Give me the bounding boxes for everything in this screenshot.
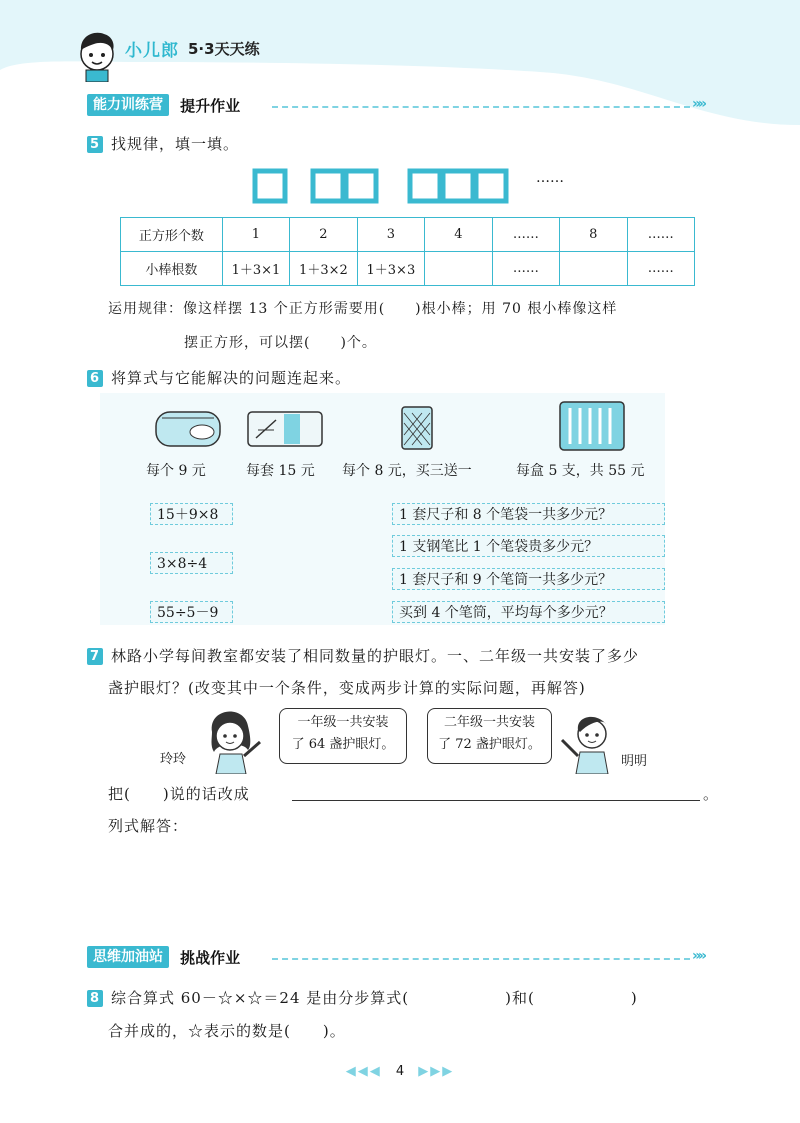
bubble-text: 一年级一共安装 [297, 715, 389, 730]
boy-name: 明明 [621, 754, 648, 769]
item-price: 每个 8 元，买三送一 [342, 463, 472, 479]
ruler-set-icon [244, 404, 326, 450]
change-answer-line[interactable] [292, 800, 700, 801]
table-cell: 1 [222, 218, 289, 252]
chevrons-icon: »» [692, 948, 705, 964]
section-divider [272, 106, 690, 108]
table-row [121, 252, 695, 286]
section-divider [272, 958, 690, 960]
next-arrows-icon: ▶▶▶ [418, 1064, 455, 1079]
page-footer [0, 1064, 800, 1079]
girl-name: 玲玲 [160, 752, 187, 767]
table-cell: 1＋3×1 [222, 252, 289, 286]
solve-label: 列式解答： [108, 817, 189, 835]
question-box[interactable]: 1 套尺子和 9 个笔筒一共多少元？ [392, 568, 665, 590]
table-cell: …… [627, 252, 694, 286]
section-tag: 能力训练营 [87, 94, 169, 116]
table-cell: 1＋3×3 [357, 252, 424, 286]
formula-box[interactable]: 3×8÷4 [150, 552, 233, 574]
section-tag: 思维加油站 [87, 946, 169, 968]
formula-box[interactable]: 55÷5－9 [150, 601, 233, 623]
item-price: 每套 15 元 [246, 463, 315, 479]
question-number: 6 [87, 370, 103, 387]
page-number: 4 [395, 1064, 405, 1079]
change-suffix: 。 [703, 785, 720, 803]
question-box[interactable]: 1 套尺子和 8 个笔袋一共多少元？ [392, 503, 665, 525]
question-box[interactable]: 1 支钢笔比 1 个笔袋贵多少元？ [392, 535, 665, 557]
item-price: 每盒 5 支，共 55 元 [516, 463, 645, 479]
section-title: 挑战作业 [180, 948, 241, 967]
solve-answer-area[interactable] [108, 845, 708, 935]
question-7 [87, 645, 639, 666]
pattern-ellipsis: …… [536, 170, 564, 186]
table-cell: 1＋3×2 [290, 252, 357, 286]
table-cell: 2 [290, 218, 357, 252]
table-cell: …… [492, 252, 559, 286]
question-6 [87, 367, 351, 388]
apply-rule-line2: 摆正方形，可以摆( )个。 [184, 335, 377, 351]
matchstick-squares-figure [245, 165, 535, 207]
apply-rule-line1: 运用规律：像这样摆 13 个正方形需要用( )根小棒；用 70 根小棒像这样 [108, 301, 618, 317]
table-cell: …… [627, 218, 694, 252]
question-box[interactable]: 买到 4 个笔筒，平均每个多少元？ [392, 601, 665, 623]
pattern-table [120, 217, 695, 286]
pen-holder-icon [396, 401, 438, 451]
answer-cell[interactable] [425, 252, 492, 286]
section-header-thinking [87, 946, 240, 976]
question-number: 5 [87, 136, 103, 153]
formula-box[interactable]: 15＋9×8 [150, 503, 233, 525]
table-cell: 4 [425, 218, 492, 252]
table-cell: 8 [560, 218, 627, 252]
boy-figure-icon [556, 702, 620, 774]
change-prefix: 把( )说的话改成 [108, 785, 250, 803]
chevrons-icon: »» [692, 96, 705, 112]
brand-name: 小儿郎 [125, 41, 179, 61]
pencil-case-icon [152, 404, 224, 450]
answer-cell[interactable] [560, 252, 627, 286]
speech-bubble-boy [427, 708, 552, 764]
question-number: 8 [87, 990, 103, 1007]
pen-box-icon [556, 398, 628, 454]
prev-arrows-icon: ◀◀◀ [345, 1064, 382, 1079]
question-prompt: 找规律，填一填。 [111, 135, 240, 153]
question-5 [87, 133, 239, 154]
bubble-text: 了 64 盏护眼灯。 [291, 737, 395, 752]
question-8 [87, 987, 638, 1008]
mascot-avatar-icon [74, 28, 120, 82]
table-cell: …… [492, 218, 559, 252]
brand-subtitle: 5·3天天练 [188, 40, 260, 58]
table-cell: 小棒根数 [121, 252, 223, 286]
item-price: 每个 9 元 [146, 463, 206, 479]
table-cell: 3 [357, 218, 424, 252]
question-line2: 合并成的，☆表示的数是( )。 [108, 1022, 346, 1040]
question-number: 7 [87, 648, 103, 665]
girl-figure-icon [198, 702, 270, 774]
question-line2: 盏护眼灯？(改变其中一个条件，变成两步计算的实际问题，再解答) [108, 679, 586, 697]
question-line1: 综合算式 60－☆×☆＝24 是由分步算式( )和( ) [111, 989, 638, 1007]
section-title: 提升作业 [180, 96, 241, 115]
question-prompt: 将算式与它能解决的问题连起来。 [111, 369, 352, 387]
section-header-ability [87, 94, 240, 124]
table-row [121, 218, 695, 252]
bubble-text: 二年级一共安装 [443, 715, 535, 730]
table-cell: 正方形个数 [121, 218, 223, 252]
question-line1: 林路小学每间教室都安装了相同数量的护眼灯。一、二年级一共安装了多少 [111, 647, 640, 665]
speech-bubble-girl [279, 708, 407, 764]
bubble-text: 了 72 盏护眼灯。 [438, 737, 541, 752]
